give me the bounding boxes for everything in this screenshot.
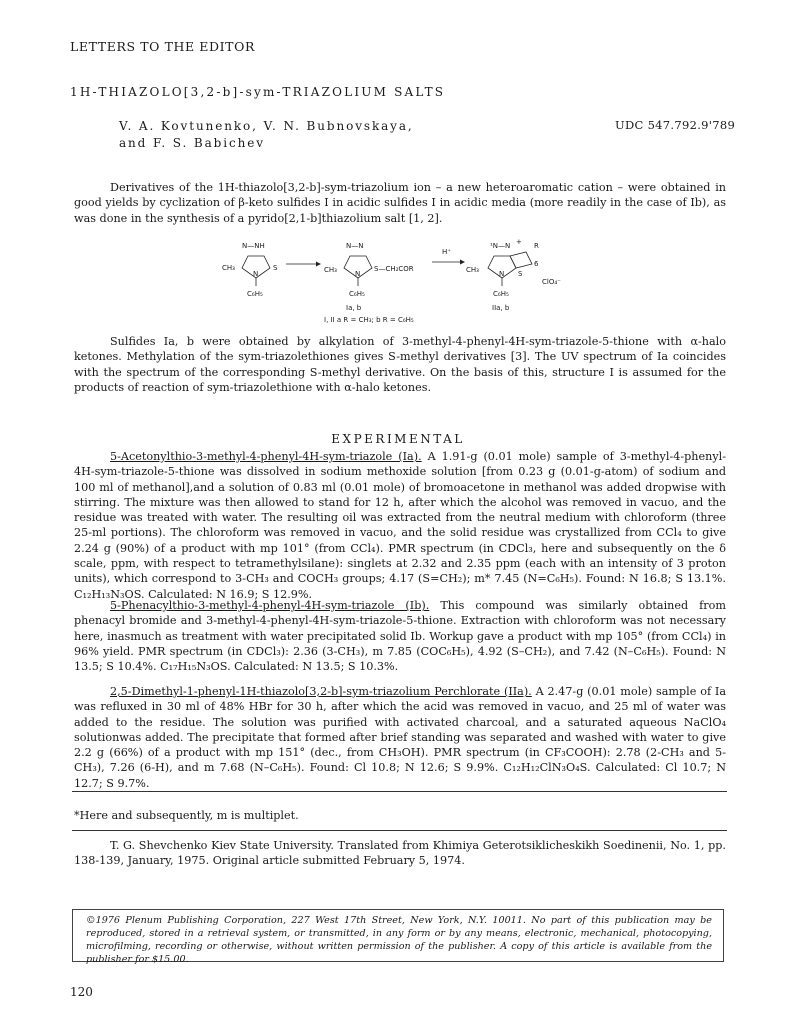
procedure-ia-title: 5-Acetonylthio-3-methyl-4-phenyl-4H-sym-triazole (Ia). [110,450,422,463]
scheme-legend: I, II a R = CH₃; b R = C₆H₅ [324,316,414,324]
s2-nn-label: N—N [346,242,364,250]
s3-c6h5-label: C₆H₅ [493,290,509,298]
procedure-ib [74,598,726,674]
s3-hplus-label: H⁺ [442,248,451,256]
page-number: 120 [70,985,93,999]
discussion-paragraph: Sulfides Ia, b were obtained by alkylation of 3-methyl-4-phenyl-4H-sym-triazole-5-thione with α-halo ketones. Methylation of the sym-triazolethiones gives S-methyl derivatives [3]. The UV spectrum of Ia coincides with the spectrum of the corresponding S-methyl derivative. On the basis of this, structure I is assumed for the products of reaction of sym-triazolethione with α-halo ketones. [74,335,726,394]
footnote: *Here and subsequently, m is multiplet. [74,809,299,822]
scheme-label-i: Ia, b [346,304,362,312]
procedure-iia-body: A 2.47-g (0.01 mole) sample of Ia was refluxed in 30 ml of 48% HBr for 30 h, after which the acid was removed in vacuo, and 25 ml of water was added to the residue. The solution was purified with activated charcoal, and a saturated aqueous NaClO₄ solutionwas added. The precipitate that formed after brief standing was separated and washed with water to give 2.2 g (66%) of a product with mp 151° (dec., from CH₃OH). PMR spectrum (in CF₃COOH): 2.78 (2-CH₃ and 5-CH₃), 7.26 (6-H), and m 7.68 (N–C₆H₅). Found: Cl 10.8; N 12.6; S 9.9%. C₁₂H₁₂ClN₃O₄S. Calculated: Cl 10.7; N 12.7; S 9.7%. [74,685,726,790]
s3-s-label: S [518,270,523,278]
s3-ring-top-label: ¹N—N [490,242,511,250]
s3-num-label: 6 [534,260,539,268]
udc-code: UDC 547.792.9'789 [615,118,736,132]
affiliation-divider [72,830,727,831]
structure-thiazolotriazolium [466,238,561,298]
procedure-iia-title: 2,5-Dimethyl-1-phenyl-1H-thiazolo[3,2-b]-sym-triazolium Perchlorate (IIa). [110,685,532,698]
structure-keto-sulfide [324,242,414,298]
s1-ch3-label: CH₃ [222,264,235,272]
s1-s-label: S [273,264,278,272]
affiliation-note: T. G. Shevchenko Kiev State University. Translated from Khimiya Geterotsiklicheskikh Soedinenii, No. 1, pp. 138-139, January, 1975. Original article submitted February 5, 1974. [74,839,726,868]
authors [119,118,414,152]
s1-nh-label: N—NH [242,242,265,250]
s3-plus-label: + [516,238,522,246]
procedure-ia [74,449,726,602]
structure-triazolethione [222,242,278,298]
s3-n-label: N [499,270,505,278]
s1-n-label: N [253,270,259,278]
experimental-heading: EXPERIMENTAL [331,432,465,446]
s3-ch3-label: CH₃ [466,266,479,274]
copyright-text: ©1976 Plenum Publishing Corporation, 227 West 17th Street, New York, N.Y. 10011. No part of this publication may be reproduced, stored in a retrieval system, or transmitted, in any form or by any means, electronic, mechanical, photocopying, microfilming, recording or otherwise, without written permission of the publisher. A copy of this article is available from the publisher for $15.00. [86,915,712,965]
reaction-scheme [220,232,580,328]
procedure-ib-body: This compound was similarly obtained from phenacyl bromide and 3-methyl-4-phenyl-4H-sym-triazole-5-thione. Extraction with chloroform was not necessary here, inasmuch as treatment with water precipitated solid Ib. Workup gave a product with mp 105° (from CCl₄) in 96% yield. PMR spectrum (in CDCl₃): 2.36 (3-CH₃), m 7.85 (COC₆H₅), 4.92 (S–CH₂), and 7.42 (N–C₆H₅). Found: N 13.5; S 10.4%. C₁₇H₁₅N₃OS. Calculated: N 13.5; S 10.3%. [74,599,726,674]
intro-paragraph: Derivatives of the 1H-thiazolo[3,2-b]-sym-triazolium ion – a new heteroaromatic cation – were obtained in good yields by cyclization of β-keto sulfides I in acidic sulfides I in acidic media (more readily in the case of Ib), as was done in the synthesis of a pyrido[2,1-b]thiazolium salt [1, 2]. [74,181,726,225]
procedure-iia [74,684,726,791]
authors-line-2: and F. S. Babichev [119,136,265,150]
article-title: 1H-THIAZOLO[3,2-b]-sym-TRIAZOLIUM SALTS [70,85,446,99]
footnote-divider [72,791,727,792]
authors-line-1: V. A. Kovtunenko, V. N. Bubnovskaya, [119,119,414,133]
s2-ch3-label: CH₃ [324,266,337,274]
s1-c6h5-label: C₆H₅ [247,290,263,298]
s2-chain-label: S—CH₂COR [374,265,414,273]
s3-r-label: R [534,242,539,250]
scheme-label-ii: IIa, b [492,304,510,312]
procedure-ib-title: 5-Phenacylthio-3-methyl-4-phenyl-4H-sym-triazole (Ib). [110,599,430,612]
s3-clo4-label: ClO₄⁻ [542,278,561,286]
s2-c6h5-label: C₆H₅ [349,290,365,298]
s2-n-label: N [355,270,361,278]
running-header: LETTERS TO THE EDITOR [70,39,255,54]
procedure-ia-body: A 1.91-g (0.01 mole) sample of 3-methyl-4-phenyl-4H-sym-triazole-5-thione was dissolved in sodium methoxide solution [from 0.23 g (0.01-g-atom) of sodium and 100 ml of methanol],and a solution of 0.83 ml (0.01 mole) of bromoacetone in methanol was added dropwise with stirring. The mixture was then allowed to stand for 12 h, after which the alcohol was removed in vacuo, and the residue was treated with water. The resulting oil was extracted from the neutral medium with chloroform (three 25-ml portions). The chloroform was removed in vacuo, and the solid residue was crystallized from CCl₄ to give 2.24 g (90%) of a product with mp 101° (from CCl₄). PMR spectrum (in CDCl₃, here and subsequently on the δ scale, ppm, with respect to tetramethylsilane): singlets at 2.32 and 2.35 ppm (each with an intensity of 3 proton units), which correspond to 3-CH₃ and COCH₃ groups; 4.17 (S=CH₂); m* 7.45 (N=C₆H₅). Found: N 16.8; S 13.1%. C₁₂H₁₃N₃OS. Calculated: N 16.9; S 12.9%. [74,450,726,601]
